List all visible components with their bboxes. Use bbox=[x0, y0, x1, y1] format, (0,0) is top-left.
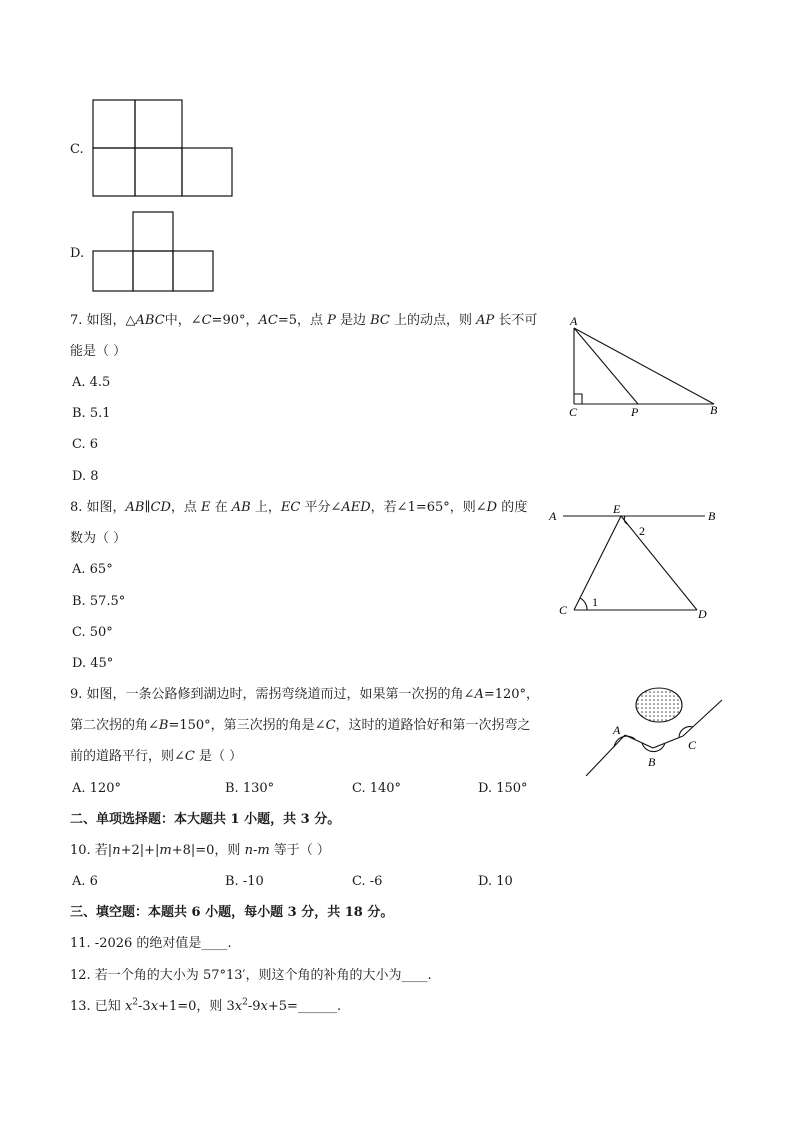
q10-option-c: C. -6 bbox=[352, 874, 383, 889]
q7-option-b: B. 5.1 bbox=[72, 406, 111, 421]
q8-label-angle1: 1 bbox=[592, 595, 598, 609]
q9-lake bbox=[636, 688, 682, 722]
q9-option-b: B. 130° bbox=[225, 781, 275, 796]
q7-label-a: A bbox=[570, 314, 578, 328]
q9-road-segment-4 bbox=[683, 700, 722, 736]
q10-option-b: B. -10 bbox=[225, 874, 264, 889]
q8-option-c: C. 50° bbox=[72, 625, 113, 640]
q8-label-e: E bbox=[613, 502, 621, 516]
q9-stem-line1: 9. 如图，一条公路修到湖边时，需拐弯绕道而过，如果第一次拐的角∠A=120°， bbox=[70, 687, 540, 702]
q7-segment-ap bbox=[574, 328, 638, 404]
q7-segment-ab bbox=[574, 328, 714, 404]
q7-triangle-figure bbox=[560, 312, 730, 424]
q8-label-angle2: 2 bbox=[639, 524, 645, 538]
q8-segment-ed bbox=[621, 516, 697, 610]
q9-label-c: C bbox=[688, 738, 697, 752]
q13-stem: 13. 已知 $x^2-3x+1=0$，则 $3x^2-9x+5=\_\_\_\_\_\_$. bbox=[70, 997, 342, 1014]
q10-option-a: A. 6 bbox=[72, 874, 98, 889]
q9-road-segment-1 bbox=[586, 735, 625, 776]
q7-right-angle-mark bbox=[574, 394, 582, 404]
q9-label-b: B bbox=[648, 755, 656, 769]
q9-road-segment-2 bbox=[625, 735, 653, 748]
q9-option-a: A. 120° bbox=[72, 781, 121, 796]
q8-angle1-arc bbox=[580, 598, 587, 610]
q11-answer-blank[interactable]: ____ bbox=[201, 936, 228, 951]
q9-option-c: C. 140° bbox=[352, 781, 402, 796]
section2-heading: 二、单项选择题：本大题共 1 小题，共 3 分。 bbox=[70, 812, 341, 827]
q8-stem-line1: 8. 如图，AB∥CD，点 E 在 AB 上，EC 平分∠AED，若∠1=65°，则∠D 的度 bbox=[70, 500, 528, 515]
q8-label-a: A bbox=[549, 509, 557, 523]
q11-stem: 11. -2026 的绝对值是____. bbox=[70, 936, 232, 951]
q8-label-d: D bbox=[698, 607, 707, 621]
q6-option-d-net-figure bbox=[92, 211, 214, 293]
q9-label-a: A bbox=[613, 723, 621, 737]
q8-stem-line2: 数为（ ） bbox=[70, 531, 127, 546]
section3-heading: 三、填空题：本题共 6 小题，每小题 3 分，共 18 分。 bbox=[70, 905, 394, 920]
q10-option-d: D. 10 bbox=[478, 874, 513, 889]
q8-parallel-lines-figure bbox=[545, 504, 725, 624]
q8-option-b: B. 57.5° bbox=[72, 594, 126, 609]
q6-option-c-net-figure bbox=[92, 99, 234, 197]
q12-stem: 12. 若一个角的大小为 57°13′，则这个角的补角的大小为____. bbox=[70, 968, 432, 983]
q9-stem-line3: 前的道路平行，则∠C 是（ ） bbox=[70, 749, 243, 764]
q7-stem-line2: 能是（ ） bbox=[70, 344, 127, 359]
q10-stem: 10. 若|n+2|+|m+8|=0，则 n-m 等于（ ） bbox=[70, 843, 330, 858]
q9-stem-line2: 第二次拐的角∠B=150°，第三次拐的角是∠C，这时的道路恰好和第一次拐弯之 bbox=[70, 718, 531, 733]
q7-option-a: A. 4.5 bbox=[72, 375, 111, 390]
q7-label-p: P bbox=[631, 405, 639, 419]
q8-option-a: A. 65° bbox=[72, 562, 113, 577]
q6-option-c-label: C. bbox=[70, 142, 84, 157]
q8-option-d: D. 45° bbox=[72, 656, 114, 671]
q7-option-d: D. 8 bbox=[72, 469, 99, 484]
q7-option-c: C. 6 bbox=[72, 437, 99, 452]
q7-stem-line1: 7. 如图，△ABC中，∠C=90°，AC=5，点 P 是边 BC 上的动点，则 AP 长不可 bbox=[70, 313, 538, 328]
q9-option-d: D. 150° bbox=[478, 781, 528, 796]
q12-answer-blank[interactable]: ____ bbox=[401, 968, 428, 983]
q9-lake-road-figure bbox=[580, 682, 730, 782]
q8-label-c: C bbox=[559, 603, 568, 617]
q7-label-b: B bbox=[710, 403, 718, 417]
q6-option-d-label: D. bbox=[70, 246, 85, 261]
q13-answer-blank[interactable]: ______ bbox=[297, 999, 337, 1014]
q8-label-b: B bbox=[708, 509, 716, 523]
q7-label-c: C bbox=[569, 405, 578, 419]
